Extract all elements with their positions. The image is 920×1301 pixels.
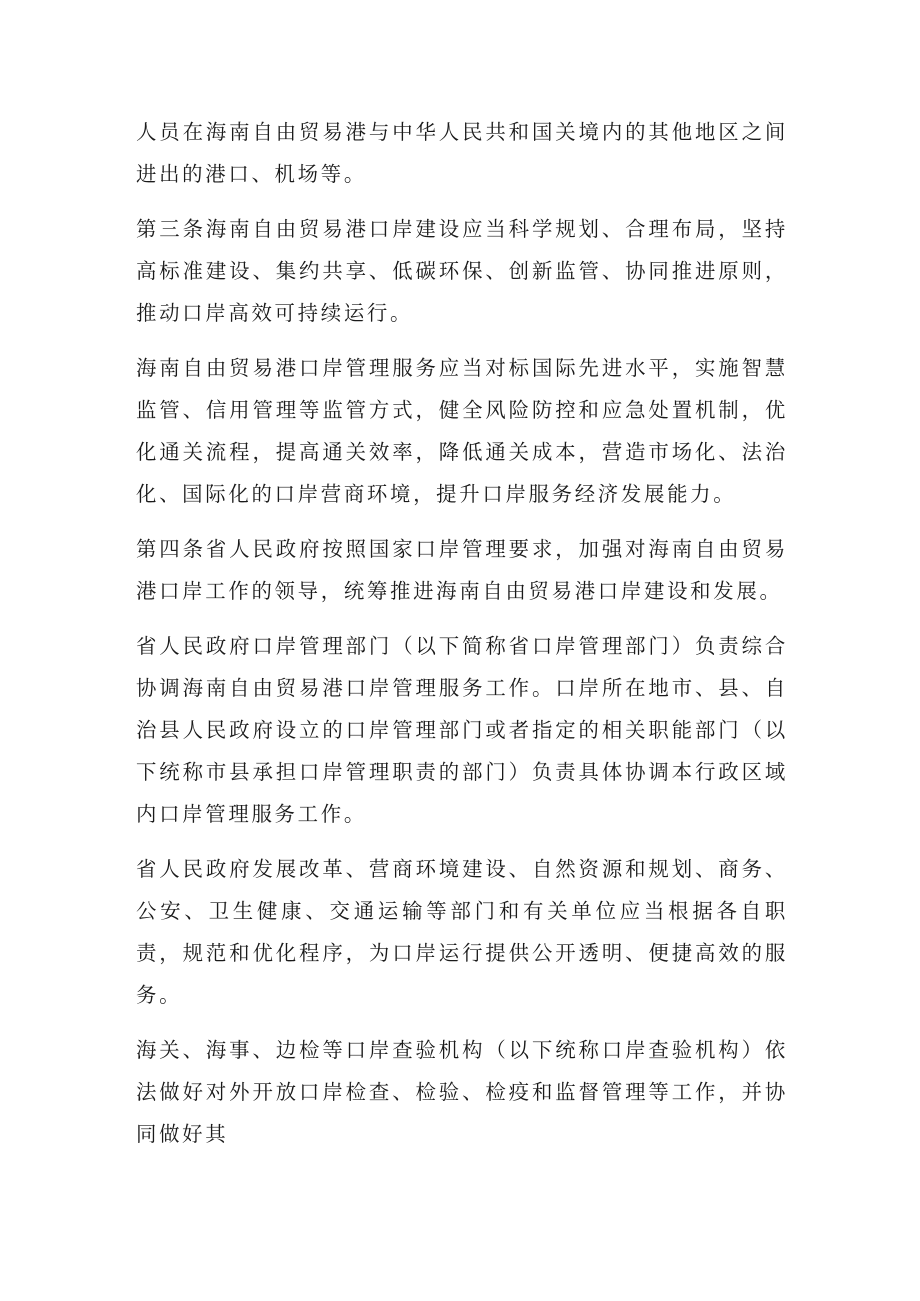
paragraph-7: 海关、海事、边检等口岸查验机构（以下统称口岸查验机构）依法做好对外开放口岸检查、检验、检疫和监督管理等工作，并协同做好其 [136,1038,788,1146]
document-body [136,111,788,1168]
paragraph-5: 省人民政府口岸管理部门（以下简称省口岸管理部门）负责综合协调海南自由贸易港口岸管理服务工作。口岸所在地市、县、自治县人民政府设立的口岸管理部门或者指定的相关职能部门（以下统称市县承担口岸管理职责的部门）负责具体协调本行政区域内口岸管理服务工作。 [136,634,788,826]
paragraph-1: 人员在海南自由贸易港与中华人民共和国关境内的其他地区之间进出的港口、机场等。 [136,120,788,186]
paragraph-6: 省人民政府发展改革、营商环境建设、自然资源和规划、商务、公安、卫生健康、交通运输等部门和有关单位应当根据各自职责，规范和优化程序，为口岸运行提供公开透明、便捷高效的服务。 [136,857,788,1007]
paragraph-4: 第四条省人民政府按照国家口岸管理要求，加强对海南自由贸易港口岸工作的领导，统筹推进海南自由贸易港口岸建设和发展。 [136,537,788,603]
paragraph-2: 第三条海南自由贸易港口岸建设应当科学规划、合理布局，坚持高标准建设、集约共享、低碳环保、创新监管、协同推进原则，推动口岸高效可持续运行。 [136,217,788,325]
paragraph-3: 海南自由贸易港口岸管理服务应当对标国际先进水平，实施智慧监管、信用管理等监管方式，健全风险防控和应急处置机制，优化通关流程，提高通关效率，降低通关成本，营造市场化、法治化、国际化的口岸营商环境，提升口岸服务经济发展能力。 [136,356,788,506]
